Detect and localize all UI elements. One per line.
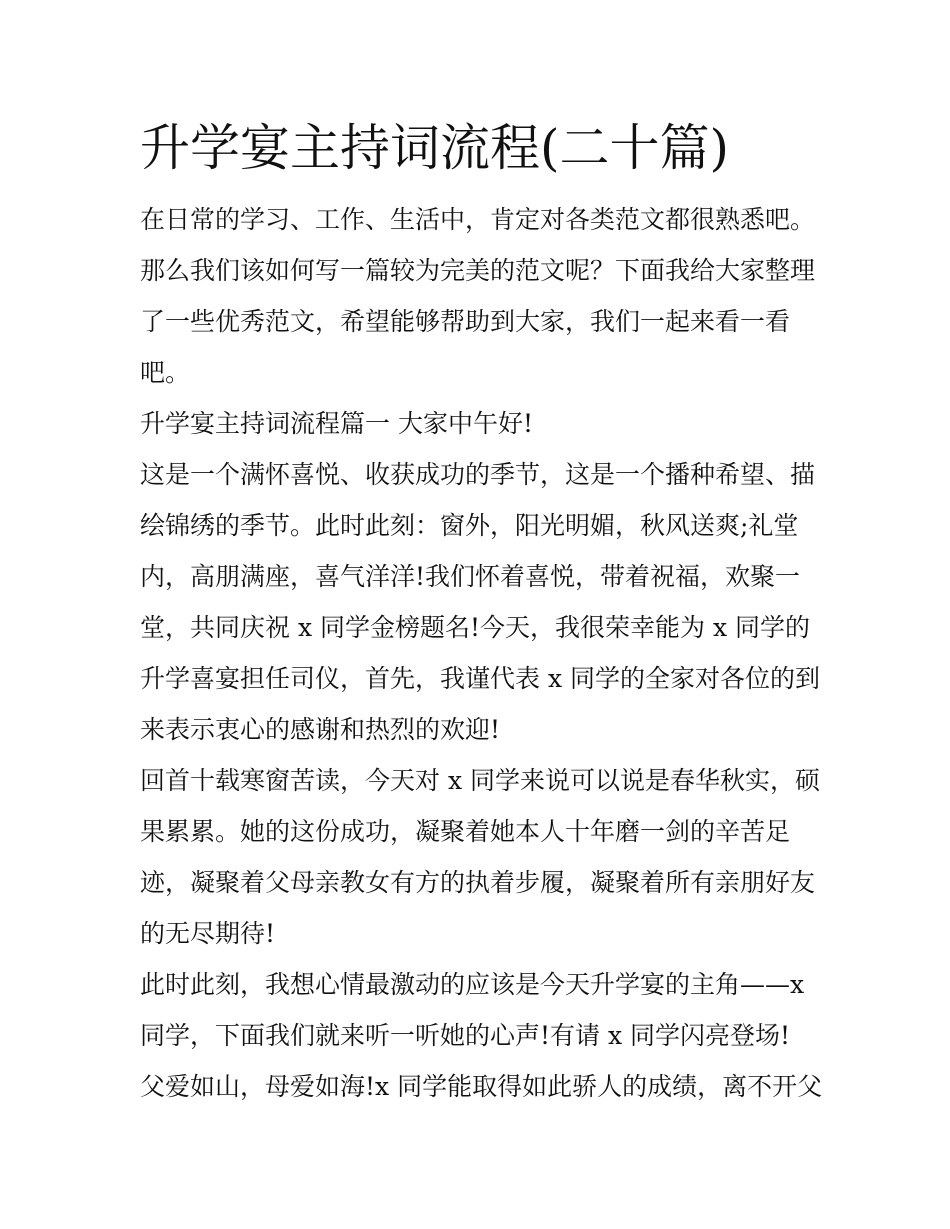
- text-line: 此时此刻，我想心情最激动的应该是今天升学宴的主角——x: [140, 970, 805, 999]
- text-line: 内，高朋满座，喜气洋洋!我们怀着喜悦，带着祝福，欢聚一: [140, 562, 801, 591]
- text-line: 父爱如山，母爱如海!x 同学能取得如此骄人的成绩，离不开父: [140, 1072, 823, 1101]
- text-line: 升学喜宴担任司仪，首先，我谨代表 x 同学的全家对各位的到: [140, 664, 820, 693]
- text-line: 来表示衷心的感谢和热烈的欢迎!: [140, 715, 501, 744]
- text-line: 堂，共同庆祝 x 同学金榜题名!今天，我很荣幸能为 x 同学的: [140, 613, 811, 642]
- text-line: 同学，下面我们就来听一听她的心声!有请 x 同学闪亮登场!: [140, 1021, 791, 1050]
- text-line: 的无尽期待!: [140, 919, 276, 948]
- section-heading-line: 升学宴主持词流程篇一 大家中午好!: [140, 409, 533, 438]
- text-line: 果累累。她的这份成功，凝聚着她本人十年磨一剑的辛苦足: [140, 817, 791, 846]
- document-title: 升学宴主持词流程(二十篇): [140, 119, 730, 177]
- text-line: 回首十载寒窗苦读，今天对 x 同学来说可以说是春华秋实，硕: [140, 766, 820, 795]
- text-line: 迹，凝聚着父母亲教女有方的执着步履，凝聚着所有亲朋好友: [140, 868, 816, 897]
- text-line: 这是一个满怀喜悦、收获成功的季节，这是一个播种希望、描: [140, 460, 816, 489]
- text-line: 了一些优秀范文，希望能够帮助到大家，我们一起来看一看: [140, 307, 791, 336]
- text-line: 绘锦绣的季节。此时此刻：窗外，阳光明媚，秋风送爽;礼堂: [140, 511, 799, 540]
- text-line: 那么我们该如何写一篇较为完美的范文呢？下面我给大家整理: [140, 256, 816, 285]
- text-line: 吧。: [140, 358, 191, 387]
- text-line: 在日常的学习、工作、生活中，肯定对各类范文都很熟悉吧。: [140, 205, 816, 234]
